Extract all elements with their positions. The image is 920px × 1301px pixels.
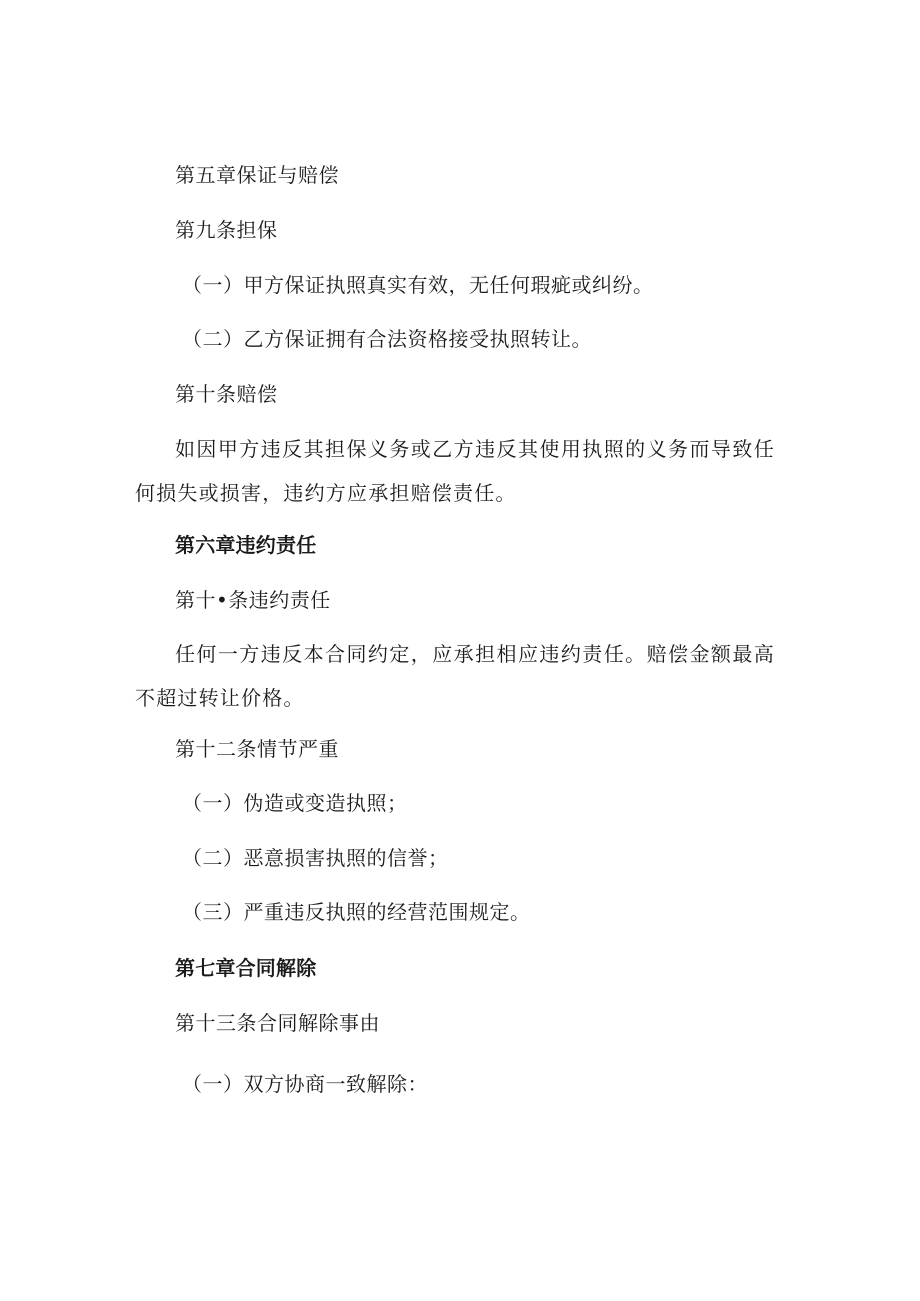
article-11-paragraph: 任何一方违反本合同约定，应承担相应违约责任。赔偿金额最高不超过转让价格。 bbox=[135, 642, 775, 710]
article-10-paragraph: 如因甲方违反其担保义务或乙方违反其使用执照的义务而导致任何损失或损害，违约方应承担赔偿责任。 bbox=[135, 437, 775, 505]
article-12-item-1: （一）伪造或变造执照； bbox=[182, 791, 408, 815]
article-13-item-1: （一）双方协商一致解除： bbox=[182, 1072, 428, 1096]
article-11-heading: 第十•条违约责任 bbox=[175, 588, 331, 612]
chapter-7-heading: 第七章合同解除 bbox=[175, 956, 317, 980]
article-12-item-2: （二）恶意损害执照的信誉； bbox=[182, 846, 449, 870]
article-12-item-3: （三）严重违反执照的经营范围规定。 bbox=[182, 900, 531, 924]
article-9-heading: 第九条担保 bbox=[175, 218, 278, 242]
article-9-item-2: （二）乙方保证拥有合法资格接受执照转让。 bbox=[182, 327, 592, 351]
article-13-heading: 第十三条合同解除事由 bbox=[175, 1011, 380, 1035]
chapter-5-heading: 第五章保证与赔偿 bbox=[175, 163, 339, 187]
chapter-6-heading: 第六章违约责任 bbox=[175, 533, 317, 557]
article-9-item-1: （一）甲方保证执照真实有效，无任何瑕疵或纠纷。 bbox=[182, 273, 654, 297]
article-10-heading: 第十条赔偿 bbox=[175, 382, 278, 406]
article-12-heading: 第十二条情节严重 bbox=[175, 737, 339, 761]
